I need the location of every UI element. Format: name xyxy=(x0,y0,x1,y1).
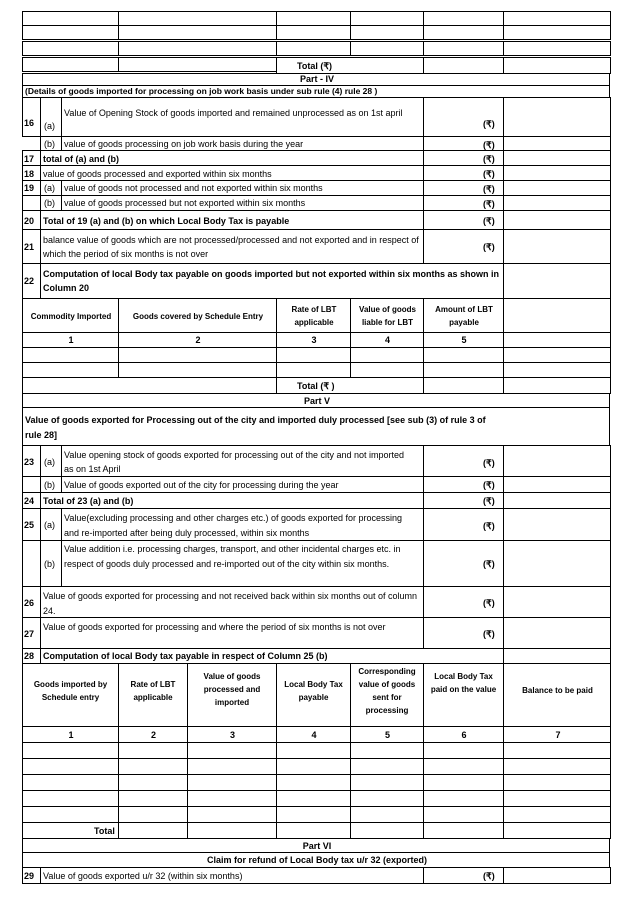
row-16b-description-text: value of goods processing on job work basis during the year xyxy=(64,139,304,149)
row-19a-rupee-cell xyxy=(423,180,504,196)
row-26-description-text: Value of goods exported for processing and not received back within six months out of column 24. xyxy=(43,591,418,616)
row-23-number-text: 23 xyxy=(24,457,35,467)
part5-table-colnum-4 xyxy=(276,726,351,743)
part5-table-total-cell[interactable] xyxy=(350,822,424,839)
row-19-number-text: 19 xyxy=(24,183,35,193)
part5-table-colnum-6 xyxy=(423,726,504,743)
row-22-number-text: 22 xyxy=(24,276,35,286)
part5-table-cell[interactable] xyxy=(118,790,188,807)
top-grid-total-extra xyxy=(503,57,611,74)
part5-table-total-text: Total xyxy=(94,826,115,836)
top-grid-total-cell xyxy=(276,57,424,74)
part5-table-cell[interactable] xyxy=(22,758,119,775)
row-16a-rupee-symbol: (₹) xyxy=(483,119,495,129)
part4-table-colnum-4 xyxy=(350,332,424,348)
row-20-value-input[interactable] xyxy=(503,210,611,230)
part5-subtitle xyxy=(22,407,610,446)
row-26-rupee-cell xyxy=(423,586,504,618)
row-17-value-input[interactable] xyxy=(503,150,611,166)
part5-table-cell[interactable] xyxy=(187,742,277,759)
row-26-description xyxy=(40,586,424,618)
row-25a-description xyxy=(61,508,424,541)
row-25b-rupee-cell xyxy=(423,540,504,587)
row-19b-description xyxy=(61,195,424,211)
row-21-description-text: balance value of goods which are not processed/processed and not exported and in respect of which the period of six months is not over xyxy=(43,235,419,259)
row-16b-sub-text: (b) xyxy=(44,139,55,149)
part5-table-header-text-6: Local Body Tax paid on the value xyxy=(430,672,497,694)
part5-table-cell[interactable] xyxy=(423,758,504,775)
top-grid-cell[interactable] xyxy=(118,41,277,56)
part4-table-cell[interactable] xyxy=(423,362,504,378)
top-grid-cell[interactable] xyxy=(22,57,119,72)
row-23a-sub xyxy=(40,445,62,477)
part4-table-colnum-3 xyxy=(276,332,351,348)
row-20-description-text: Total of 19 (a) and (b) on which Local Body Tax is payable xyxy=(43,215,290,226)
part5-table-cell[interactable] xyxy=(22,742,119,759)
row-18-number-text: 18 xyxy=(24,168,35,179)
row-16a-value-input[interactable] xyxy=(503,97,611,137)
row-28-description xyxy=(40,648,504,664)
part5-table-total-cell[interactable] xyxy=(118,822,188,839)
part5-table-cell[interactable] xyxy=(276,806,351,823)
part5-table-colnum-text-1: 1 xyxy=(68,730,74,740)
part4-title-text: Part - IV xyxy=(299,74,334,84)
part5-table-total-cell[interactable] xyxy=(503,822,611,839)
row-23-number xyxy=(22,445,41,477)
part5-table-colnum-text-2: 2 xyxy=(150,730,156,740)
part4-table-colnum-text-1: 1 xyxy=(68,335,74,345)
row-17-number-text: 17 xyxy=(24,153,35,164)
top-grid-cell[interactable] xyxy=(423,41,504,56)
top-grid-cell[interactable] xyxy=(22,25,119,40)
row-19a-description xyxy=(61,180,424,196)
row-17-description xyxy=(40,150,424,166)
part5-table-header-text-4: Local Body Tax payable xyxy=(284,680,343,702)
part4-table-header-text-5: Amount of LBT payable xyxy=(435,305,493,327)
part4-table-total-value[interactable] xyxy=(423,377,504,394)
part5-table-colnum-text-7: 7 xyxy=(555,730,561,740)
row-26-number xyxy=(22,586,41,618)
part4-table-colnum-text-5: 5 xyxy=(461,335,467,345)
row-29-description xyxy=(40,867,424,884)
row-22-number xyxy=(22,263,41,299)
part4-table-cell[interactable] xyxy=(22,347,119,363)
part5-table-total-cell[interactable] xyxy=(423,822,504,839)
part4-table-colnum-text-4: 4 xyxy=(384,335,390,345)
part6-subtitle xyxy=(22,852,610,868)
row-18-value-input[interactable] xyxy=(503,165,611,181)
row-28-value-blank xyxy=(503,648,611,664)
row-27-number-text: 27 xyxy=(24,628,35,639)
row-19b-rupee-symbol: (₹) xyxy=(483,199,495,209)
row-17-number xyxy=(22,150,41,166)
row-20-rupee-symbol: (₹) xyxy=(483,215,495,226)
part4-table-header-text-3: Rate of LBT applicable xyxy=(291,305,337,327)
row-19b-value-input[interactable] xyxy=(503,195,611,211)
row-23b-sub xyxy=(40,476,62,493)
row-19-number xyxy=(22,180,41,196)
part5-subtitle-text: Value of goods exported for Processing out of the city and imported duly processed [see sub (3) of rule 3 of rule 28] xyxy=(25,415,486,440)
row-20-rupee-cell xyxy=(423,210,504,230)
row-29-number-text: 29 xyxy=(24,871,35,881)
row-21-rupee-symbol: (₹) xyxy=(483,242,495,252)
part4-table-cell[interactable] xyxy=(22,362,119,378)
part4-table-cell-blank xyxy=(503,362,611,378)
row-22-description-text: Computation of local Body tax payable on goods imported but not exported within six months as shown in Column 20 xyxy=(43,269,500,293)
row-23a-rupee-cell xyxy=(423,445,504,477)
part5-table-cell[interactable] xyxy=(118,758,188,775)
part4-table-colnum-2 xyxy=(118,332,277,348)
row-28-number-text: 28 xyxy=(24,651,35,661)
row-19a-value-input[interactable] xyxy=(503,180,611,196)
row-25b-number-blank xyxy=(22,540,41,587)
row-16a-description-text: Value of Opening Stock of goods imported and remained unprocessed as on 1st april xyxy=(64,108,403,118)
part4-table-cell-blank xyxy=(503,347,611,363)
part5-table-cell[interactable] xyxy=(503,742,611,759)
part5-table-colnum-7 xyxy=(503,726,611,743)
row-19b-sub xyxy=(40,195,62,211)
part5-table-colnum-text-5: 5 xyxy=(384,730,390,740)
top-grid-cell[interactable] xyxy=(118,57,277,72)
row-23a-value-input[interactable] xyxy=(503,445,611,477)
top-grid-cell[interactable] xyxy=(350,11,424,26)
part4-table-cell[interactable] xyxy=(118,347,277,363)
part4-table-colnum-text-3: 3 xyxy=(311,335,317,345)
part5-table-header-text-1: Goods imported by Schedule entry xyxy=(33,680,108,702)
part4-table-header-5 xyxy=(423,298,504,333)
part5-title xyxy=(22,393,610,408)
part4-table-total-spacer xyxy=(22,377,277,394)
row-16a-description xyxy=(61,97,424,137)
row-23a-description xyxy=(61,445,424,477)
row-16a-sub xyxy=(40,97,62,137)
part5-table-header-text-5: Corresponding value of goods sent for processing xyxy=(358,667,416,715)
part5-table-colnum-text-3: 3 xyxy=(229,730,235,740)
part5-table-cell[interactable] xyxy=(276,758,351,775)
row-26-rupee-symbol: (₹) xyxy=(483,597,495,608)
row-23b-description-text: Value of goods exported out of the city for processing during the year xyxy=(64,480,339,490)
row-18-number xyxy=(22,165,41,181)
row-16b-value-input[interactable] xyxy=(503,136,611,151)
part6-title xyxy=(22,838,610,853)
row-29-description-text: Value of goods exported u/r 32 (within six months) xyxy=(43,871,243,881)
row-28-description-text: Computation of local Body tax payable in respect of Column 25 (b) xyxy=(43,651,328,661)
row-23b-rupee-symbol: (₹) xyxy=(483,480,495,490)
row-18-description-text: value of goods processed and exported within six months xyxy=(43,168,272,179)
row-18-rupee-cell xyxy=(423,165,504,181)
part5-table-header-1 xyxy=(22,663,119,727)
part4-table-colnum-blank xyxy=(503,332,611,348)
row-24-number xyxy=(22,492,41,509)
part5-table-colnum-1 xyxy=(22,726,119,743)
part5-title-text: Part V xyxy=(303,396,330,406)
part4-table-cell[interactable] xyxy=(118,362,277,378)
part5-table-header-5 xyxy=(350,663,424,727)
row-16b-description xyxy=(61,136,424,151)
part4-table-cell[interactable] xyxy=(276,362,351,378)
part4-table-total-blank xyxy=(503,377,611,394)
row-21-value-input[interactable] xyxy=(503,229,611,264)
part5-table-cell[interactable] xyxy=(350,790,424,807)
top-grid-cell[interactable] xyxy=(276,25,351,40)
row-25b-description-text: Value addition i.e. processing charges, transport, and other incidental charges etc. in respect of goods duly processed and re-imported out of the city within six months. xyxy=(64,544,401,569)
part5-table-cell[interactable] xyxy=(276,790,351,807)
part5-table-cell[interactable] xyxy=(118,774,188,791)
part5-table-cell[interactable] xyxy=(22,774,119,791)
row-19a-rupee-symbol: (₹) xyxy=(483,184,495,194)
row-25b-sub-text: (b) xyxy=(44,559,55,569)
row-25a-description-text: Value(excluding processing and other charges etc.) of goods exported for processing and re-imported after being duly processed, within six months xyxy=(64,513,403,538)
row-27-value-input[interactable] xyxy=(503,617,611,649)
row-19b-rupee-cell xyxy=(423,195,504,211)
part5-table-cell[interactable] xyxy=(423,806,504,823)
row-23a-sub-text: (a) xyxy=(44,457,55,467)
part5-table-header-7 xyxy=(503,663,611,727)
part4-table-colnum-text-2: 2 xyxy=(195,335,201,345)
row-22-description xyxy=(40,263,504,299)
row-29-rupee-symbol: (₹) xyxy=(483,871,495,881)
part5-table-cell[interactable] xyxy=(423,774,504,791)
row-21-number xyxy=(22,229,41,264)
part5-table-header-text-3: Value of goods processed and imported xyxy=(203,672,261,707)
row-26-value-input[interactable] xyxy=(503,586,611,618)
part5-table-cell[interactable] xyxy=(503,758,611,775)
part4-table-header-text-2: Goods covered by Schedule Entry xyxy=(132,312,264,321)
row-27-description xyxy=(40,617,424,649)
row-16b-rupee-symbol: (₹) xyxy=(483,140,495,150)
row-25a-sub xyxy=(40,508,62,541)
row-23a-rupee-symbol: (₹) xyxy=(483,458,495,468)
row-24-rupee-cell xyxy=(423,492,504,509)
row-19a-description-text: value of goods not processed and not exported within six months xyxy=(64,183,323,193)
row-27-rupee-cell xyxy=(423,617,504,649)
part5-table-cell[interactable] xyxy=(350,758,424,775)
row-29-number xyxy=(22,867,41,884)
top-grid-cell[interactable] xyxy=(503,41,611,56)
part4-table-header-4 xyxy=(350,298,424,333)
part5-table-cell[interactable] xyxy=(350,806,424,823)
part4-subtitle-text: (Details of goods imported for processing on job work basis under sub rule (4) rule 28 ) xyxy=(25,86,378,96)
row-23b-rupee-cell xyxy=(423,476,504,493)
row-25b-description xyxy=(61,540,424,587)
row-29-rupee-cell xyxy=(423,867,504,884)
part4-table-header-text-4: Value of goods liable for LBT xyxy=(359,305,416,327)
row-20-description xyxy=(40,210,424,230)
part5-table-cell[interactable] xyxy=(118,742,188,759)
row-19a-sub-text: (a) xyxy=(44,183,55,193)
part4-table-header-text-1: Commodity Imported xyxy=(30,312,112,321)
part4-table-cell[interactable] xyxy=(423,347,504,363)
row-19b-number-blank xyxy=(22,195,41,211)
top-grid-cell[interactable] xyxy=(276,41,351,56)
row-25b-rupee-symbol: (₹) xyxy=(483,559,495,569)
part5-table-colnum-3 xyxy=(187,726,277,743)
row-25b-value-input[interactable] xyxy=(503,540,611,587)
part6-title-text: Part VI xyxy=(302,841,332,851)
top-grid-cell[interactable] xyxy=(503,25,611,40)
row-16a-rupee-cell xyxy=(423,97,504,137)
part5-table-colnum-2 xyxy=(118,726,188,743)
part5-table-header-3 xyxy=(187,663,277,727)
row-26-number-text: 26 xyxy=(24,597,35,608)
row-27-description-text: Value of goods exported for processing and where the period of six months is not over xyxy=(43,622,386,632)
part4-table-colnum-5 xyxy=(423,332,504,348)
row-24-rupee-symbol: (₹) xyxy=(483,496,495,506)
top-grid-cell[interactable] xyxy=(22,11,119,26)
part5-table-cell[interactable] xyxy=(22,790,119,807)
part5-table-cell[interactable] xyxy=(350,774,424,791)
row-23b-sub-text: (b) xyxy=(44,480,55,490)
row-16b-rupee-cell xyxy=(423,136,504,151)
row-24-description-text: Total of 23 (a) and (b) xyxy=(43,496,134,506)
part5-table-colnum-text-4: 4 xyxy=(311,730,317,740)
part4-table-total-label xyxy=(276,377,424,394)
top-grid-total-value[interactable] xyxy=(423,57,504,74)
row-25-number-text: 25 xyxy=(24,520,35,530)
row-16-number-text: 16 xyxy=(24,118,35,128)
part5-table-cell[interactable] xyxy=(423,742,504,759)
top-grid-cell[interactable] xyxy=(22,41,119,56)
part4-table-colnum-1 xyxy=(22,332,119,348)
row-25a-rupee-cell xyxy=(423,508,504,541)
row-24-description xyxy=(40,492,424,509)
part4-table-header-2 xyxy=(118,298,277,333)
row-18-rupee-symbol: (₹) xyxy=(483,168,495,179)
row-16-number xyxy=(22,97,41,137)
part4-table-cell[interactable] xyxy=(350,347,424,363)
part6-subtitle-text: Claim for refund of Local Body tax u/r 32 (exported) xyxy=(206,855,428,865)
row-24-number-text: 24 xyxy=(24,496,35,506)
row-17-description-text: total of (a) and (b) xyxy=(43,153,119,164)
part5-table-total-cell[interactable] xyxy=(187,822,277,839)
part4-table-cell[interactable] xyxy=(350,362,424,378)
total-label: Total (₹) xyxy=(297,61,333,71)
row-23b-number-blank xyxy=(22,476,41,493)
row-23b-description xyxy=(61,476,424,493)
part4-table-header-3 xyxy=(276,298,351,333)
row-16b-sub xyxy=(40,136,62,151)
part5-table-colnum-text-6: 6 xyxy=(461,730,467,740)
row-19b-sub-text: (b) xyxy=(44,198,55,208)
row-25b-sub xyxy=(40,540,62,587)
part5-table-header-text-2: Rate of LBT applicable xyxy=(130,680,176,702)
top-grid-cell[interactable] xyxy=(118,11,277,26)
row-22-value-blank xyxy=(503,263,611,299)
row-25a-sub-text: (a) xyxy=(44,520,55,530)
part5-table-total-cell[interactable] xyxy=(276,822,351,839)
top-grid-cell[interactable] xyxy=(350,41,424,56)
part5-table-cell[interactable] xyxy=(22,806,119,823)
row-17-rupee-symbol: (₹) xyxy=(483,153,495,164)
row-21-description xyxy=(40,229,424,264)
row-25-number xyxy=(22,508,41,541)
row-20-number-text: 20 xyxy=(24,215,35,226)
part5-table-cell[interactable] xyxy=(276,774,351,791)
part4-table-total-text: Total (₹ ) xyxy=(297,381,335,391)
row-23b-value-input[interactable] xyxy=(503,476,611,493)
part5-table-cell[interactable] xyxy=(187,774,277,791)
row-16a-sub-text: (a) xyxy=(44,121,55,131)
row-18-description xyxy=(40,165,424,181)
row-21-number-text: 21 xyxy=(24,242,35,252)
part5-table-cell[interactable] xyxy=(187,806,277,823)
part5-table-header-4 xyxy=(276,663,351,727)
part5-table-cell[interactable] xyxy=(118,806,188,823)
part5-table-header-2 xyxy=(118,663,188,727)
row-25a-rupee-symbol: (₹) xyxy=(483,521,495,531)
part4-table-header-1 xyxy=(22,298,119,333)
row-17-rupee-cell xyxy=(423,150,504,166)
top-grid-cell[interactable] xyxy=(423,25,504,40)
row-28-number xyxy=(22,648,41,664)
top-grid-cell[interactable] xyxy=(503,11,611,26)
row-24-value-input[interactable] xyxy=(503,492,611,509)
top-grid-cell[interactable] xyxy=(350,25,424,40)
top-grid-cell[interactable] xyxy=(118,25,277,40)
top-grid-cell[interactable] xyxy=(423,11,504,26)
top-grid-cell[interactable] xyxy=(276,11,351,26)
row-19a-sub xyxy=(40,180,62,196)
part5-table-cell[interactable] xyxy=(423,790,504,807)
row-29-value-input[interactable] xyxy=(503,867,611,884)
row-20-number xyxy=(22,210,41,230)
part5-table-cell[interactable] xyxy=(503,774,611,791)
row-19b-description-text: value of goods processed but not exported within six months xyxy=(64,198,306,208)
part5-table-cell[interactable] xyxy=(503,806,611,823)
part5-table-colnum-5 xyxy=(350,726,424,743)
part5-table-cell[interactable] xyxy=(187,790,277,807)
part5-table-cell[interactable] xyxy=(350,742,424,759)
row-21-rupee-cell xyxy=(423,229,504,264)
part5-table-cell[interactable] xyxy=(187,758,277,775)
part5-table-cell[interactable] xyxy=(503,790,611,807)
row-25a-value-input[interactable] xyxy=(503,508,611,541)
part4-table-cell[interactable] xyxy=(276,347,351,363)
row-27-number xyxy=(22,617,41,649)
row-27-rupee-symbol: (₹) xyxy=(483,628,495,639)
row-23a-description-text: Value opening stock of goods exported for processing out of the city and not imported as on 1st April xyxy=(64,450,405,474)
part5-table-cell[interactable] xyxy=(276,742,351,759)
part5-table-header-text-7: Balance to be paid xyxy=(522,686,593,695)
part5-table-header-6 xyxy=(423,663,504,727)
part4-table-header-blank xyxy=(503,298,611,333)
